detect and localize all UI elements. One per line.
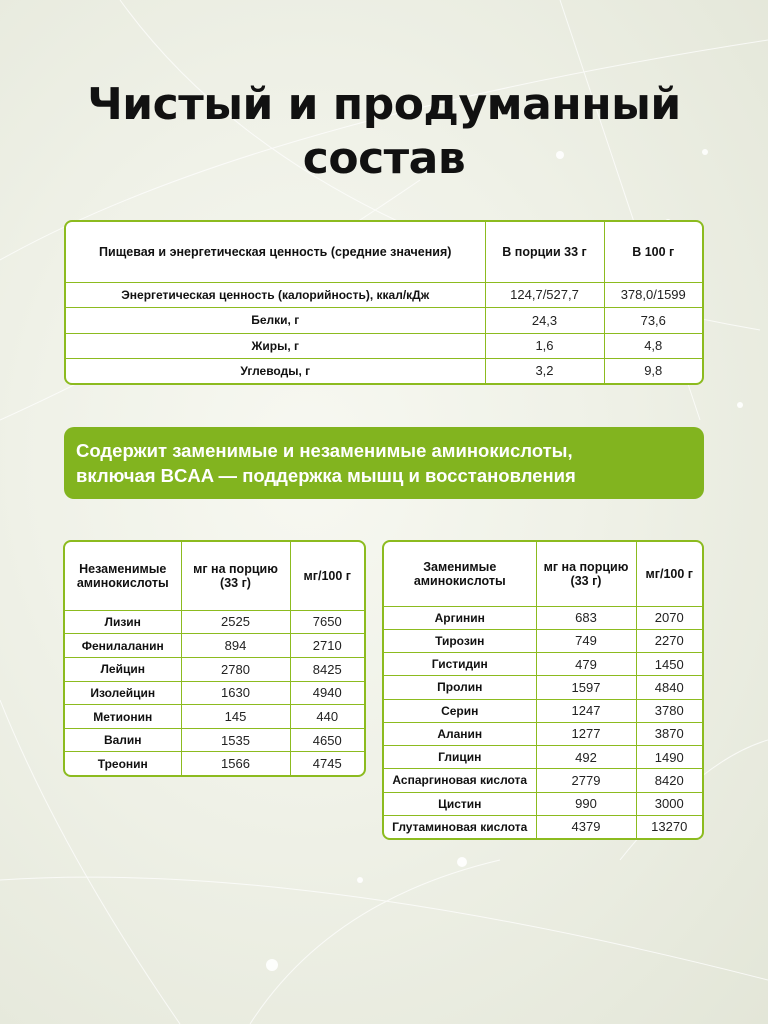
row-label: Валин xyxy=(65,728,181,752)
per-100g-value: 2070 xyxy=(636,606,702,629)
per-100g-value: 13270 xyxy=(636,815,702,838)
per-100g-value: 7650 xyxy=(290,610,364,634)
per-100g-value: 2270 xyxy=(636,629,702,652)
per-100g-value: 4,8 xyxy=(604,333,702,358)
row-label: Цистин xyxy=(384,792,536,815)
per-100g-value: 4940 xyxy=(290,681,364,705)
per-100g-value: 8425 xyxy=(290,657,364,681)
nonessential-header-name: Заменимые аминокислоты xyxy=(384,542,536,606)
nonessential-amino-acids-table xyxy=(382,540,704,840)
row-label: Аргинин xyxy=(384,606,536,629)
row-label: Лейцин xyxy=(65,657,181,681)
nonessential-row xyxy=(384,722,702,745)
row-label: Аспаргиновая кислота xyxy=(384,769,536,792)
nutrition-row xyxy=(66,282,702,307)
banner-line-2: включая BCAA — поддержка мышц и восстановления xyxy=(76,465,576,486)
per-portion-value: 1597 xyxy=(536,676,636,699)
nutrition-row xyxy=(66,358,702,383)
nutrition-header-100g: В 100 г xyxy=(604,222,702,282)
nutrition-row xyxy=(66,308,702,333)
per-100g-value: 1490 xyxy=(636,746,702,769)
essential-row xyxy=(65,681,364,705)
per-portion-value: 479 xyxy=(536,653,636,676)
essential-row xyxy=(65,610,364,634)
essential-header-100g: мг/100 г xyxy=(290,542,364,610)
row-label: Метионин xyxy=(65,705,181,729)
row-label: Лизин xyxy=(65,610,181,634)
per-portion-value: 1535 xyxy=(181,728,290,752)
essential-row xyxy=(65,634,364,658)
row-label: Треонин xyxy=(65,752,181,775)
essential-amino-acids-table xyxy=(63,540,366,777)
per-100g-value: 3000 xyxy=(636,792,702,815)
per-portion-value: 2779 xyxy=(536,769,636,792)
row-label: Глутаминовая кислота xyxy=(384,815,536,838)
per-portion-value: 24,3 xyxy=(485,308,604,333)
per-portion-value: 1277 xyxy=(536,722,636,745)
nutrition-row xyxy=(66,333,702,358)
per-100g-value: 73,6 xyxy=(604,308,702,333)
per-portion-value: 492 xyxy=(536,746,636,769)
banner-line-1: Содержит заменимые и незаменимые аминокислоты, xyxy=(76,440,573,461)
per-100g-value: 3870 xyxy=(636,722,702,745)
per-portion-value: 749 xyxy=(536,629,636,652)
row-label: Изолейцин xyxy=(65,681,181,705)
per-100g-value: 440 xyxy=(290,705,364,729)
amino-acids-banner xyxy=(64,427,704,499)
nonessential-row xyxy=(384,653,702,676)
page-title: Чистый и продуманный состав xyxy=(87,79,681,184)
row-label: Глицин xyxy=(384,746,536,769)
row-label: Серин xyxy=(384,699,536,722)
essential-row xyxy=(65,728,364,752)
nonessential-header-portion: мг на порцию (33 г) xyxy=(536,542,636,606)
per-100g-value: 1450 xyxy=(636,653,702,676)
nonessential-row xyxy=(384,746,702,769)
per-100g-value: 4745 xyxy=(290,752,364,775)
per-portion-value: 1,6 xyxy=(485,333,604,358)
per-portion-value: 1566 xyxy=(181,752,290,775)
per-portion-value: 1247 xyxy=(536,699,636,722)
per-portion-value: 4379 xyxy=(536,815,636,838)
per-portion-value: 1630 xyxy=(181,681,290,705)
per-portion-value: 990 xyxy=(536,792,636,815)
row-label: Энергетическая ценность (калорийность), ккал/кДж xyxy=(66,282,485,307)
nonessential-row xyxy=(384,676,702,699)
nonessential-header-100g: мг/100 г xyxy=(636,542,702,606)
per-100g-value: 378,0/1599 xyxy=(604,282,702,307)
essential-header-name: Незаменимые аминокислоты xyxy=(65,542,181,610)
per-portion-value: 145 xyxy=(181,705,290,729)
row-label: Жиры, г xyxy=(66,333,485,358)
nonessential-row xyxy=(384,792,702,815)
per-100g-value: 3780 xyxy=(636,699,702,722)
per-portion-value: 2525 xyxy=(181,610,290,634)
essential-row xyxy=(65,705,364,729)
nonessential-row xyxy=(384,769,702,792)
per-portion-value: 894 xyxy=(181,634,290,658)
essential-header-portion: мг на порцию (33 г) xyxy=(181,542,290,610)
per-100g-value: 2710 xyxy=(290,634,364,658)
row-label: Белки, г xyxy=(66,308,485,333)
row-label: Аланин xyxy=(384,722,536,745)
row-label: Гистидин xyxy=(384,653,536,676)
per-portion-value: 124,7/527,7 xyxy=(485,282,604,307)
row-label: Тирозин xyxy=(384,629,536,652)
essential-row xyxy=(65,752,364,775)
row-label: Углеводы, г xyxy=(66,358,485,383)
per-100g-value: 9,8 xyxy=(604,358,702,383)
nonessential-row xyxy=(384,606,702,629)
per-100g-value: 8420 xyxy=(636,769,702,792)
nutrition-header-portion: В порции 33 г xyxy=(485,222,604,282)
row-label: Пролин xyxy=(384,676,536,699)
essential-row xyxy=(65,657,364,681)
nutrition-table xyxy=(64,220,704,385)
per-portion-value: 683 xyxy=(536,606,636,629)
per-100g-value: 4650 xyxy=(290,728,364,752)
nonessential-row xyxy=(384,629,702,652)
per-portion-value: 3,2 xyxy=(485,358,604,383)
nutrition-header-name: Пищевая и энергетическая ценность (средние значения) xyxy=(66,222,485,282)
row-label: Фенилаланин xyxy=(65,634,181,658)
per-portion-value: 2780 xyxy=(181,657,290,681)
nonessential-row xyxy=(384,699,702,722)
per-100g-value: 4840 xyxy=(636,676,702,699)
nonessential-row xyxy=(384,815,702,838)
